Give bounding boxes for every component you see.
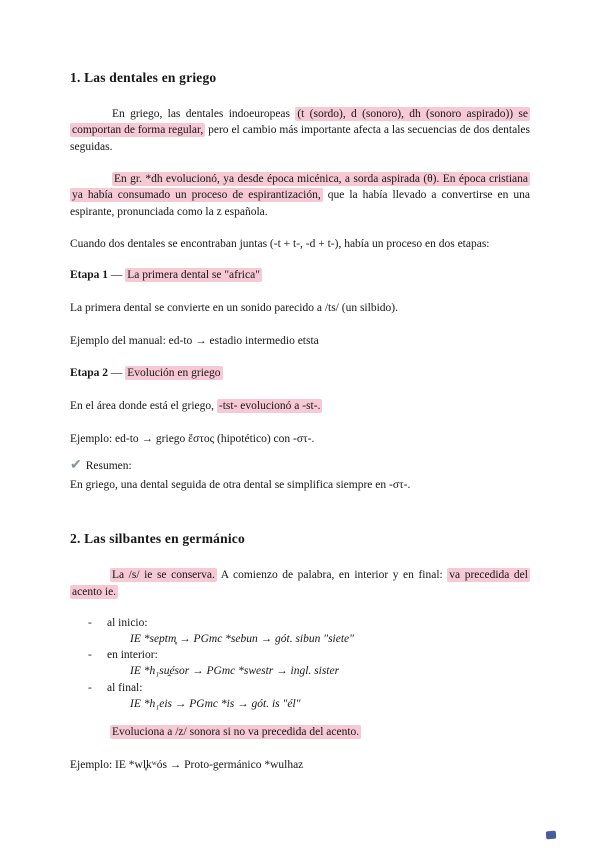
etapa-1-label: Etapa 1 — [70, 269, 109, 282]
resumen-text: En griego, una dental seguida de otra dental se simplifica siempre en -στ-. — [70, 478, 411, 491]
paragraph-evoluciona-z — [110, 724, 530, 741]
list-item-label: en interior: — [107, 649, 158, 662]
list-item-final — [88, 680, 530, 712]
dash-bullet: - — [88, 617, 92, 630]
section-2-title: 2. Las silbantes en germánico — [70, 531, 245, 547]
list-item-inicio — [88, 615, 530, 647]
resumen-block — [70, 456, 530, 493]
dash-bullet: - — [88, 649, 92, 662]
etapa-2-label: Etapa 2 — [70, 367, 109, 380]
highlighted-text: La /s/ ie se conserva. — [112, 568, 215, 581]
resumen-label: Resumen: — [85, 460, 132, 473]
dash-bullet: - — [88, 681, 92, 694]
paragraph-dh-evolucion — [70, 171, 530, 221]
text-segment: En griego, las dentales indoeuropeas — [112, 107, 296, 120]
paragraph-ejemplo-griego — [70, 431, 530, 448]
text-segment: A comienzo de palabra, en interior y en final: — [216, 568, 448, 581]
list-item-label: al inicio: — [107, 617, 148, 630]
etapa-1-heading — [70, 267, 530, 284]
paragraph-dos-etapas — [70, 236, 530, 253]
section-1-title: 1. Las dentales en griego — [70, 70, 217, 85]
highlighted-text: -tst- evolucionó a -st-. — [218, 399, 321, 412]
list-item-example: IE *h₁eis → PGmc *is → gót. is "él" — [130, 697, 301, 710]
paragraph-ejemplo-manual — [70, 333, 530, 350]
list-item-example: IE *septm̥ → PGmc *sebun → gót. sibun "siete" — [130, 633, 354, 646]
highlighted-text: La primera dental se "africa" — [127, 269, 260, 282]
list-item-body — [107, 615, 530, 647]
text-segment: que la había llevado a convertirse en una espirante, pronunciada como la z española. — [70, 189, 530, 218]
list-item-example: IE *h₁su̯ésor → PGmc *swestr → ingl. sister — [130, 665, 340, 678]
highlighted-text: Evoluciona a /z/ sonora si no va precedida del acento. — [112, 725, 360, 738]
list-item-interior — [88, 647, 530, 679]
list-item-body — [107, 647, 530, 679]
text-segment: Ejemplo: ed-to → griego ἕστος (hipotético) con -στ-. — [70, 432, 315, 445]
dash-separator: — — [108, 269, 126, 282]
text-segment: Cuando dos dentales se encontraban juntas (-t + t-, -d + t-), había un proceso en dos etapas: — [70, 237, 490, 250]
highlighted-text: Evolución en griego — [127, 367, 221, 380]
text-segment: Ejemplo: IE *wl̥kʷós → Proto-germánico *wulhaz — [70, 759, 304, 772]
paragraph-dentales-intro — [70, 106, 530, 156]
paragraph-silbantes-intro — [70, 567, 530, 600]
dash-separator: — — [108, 367, 126, 380]
check-icon: ✔ — [70, 458, 82, 474]
text-segment: Ejemplo del manual: ed-to → estadio intermedio etsta — [70, 334, 319, 347]
list-item-body — [107, 680, 530, 712]
page-corner-mark — [546, 831, 557, 840]
text-segment: La primera dental se convierte en un sonido parecido a /ts/ (un silbido). — [70, 301, 398, 314]
paragraph-africa-explicacion — [70, 300, 530, 317]
list-item-label: al final: — [107, 681, 143, 694]
paragraph-ejemplo-wulhaz — [70, 757, 530, 774]
etapa-2-heading — [70, 365, 530, 382]
highlighted-text: (t (sordo), d (sonoro), dh (sonoro aspirado)) se comportan de forma regular, — [72, 107, 528, 137]
highlighted-text: En gr. *dh evolucionó, ya desde época micénica, a sorda aspirada (θ). En época cristiana ya había consumado un proceso de espirantización, — [72, 172, 528, 202]
text-segment: pero el cambio más importante afecta a las secuencias de dos dentales seguidas. — [70, 124, 531, 153]
text-segment: En el área donde está el griego, — [70, 399, 217, 412]
resumen-heading — [70, 456, 530, 476]
examples-list — [88, 615, 530, 712]
paragraph-tst-evolucion — [70, 398, 530, 415]
highlighted-text: va precedida del acento ie. — [72, 568, 528, 598]
